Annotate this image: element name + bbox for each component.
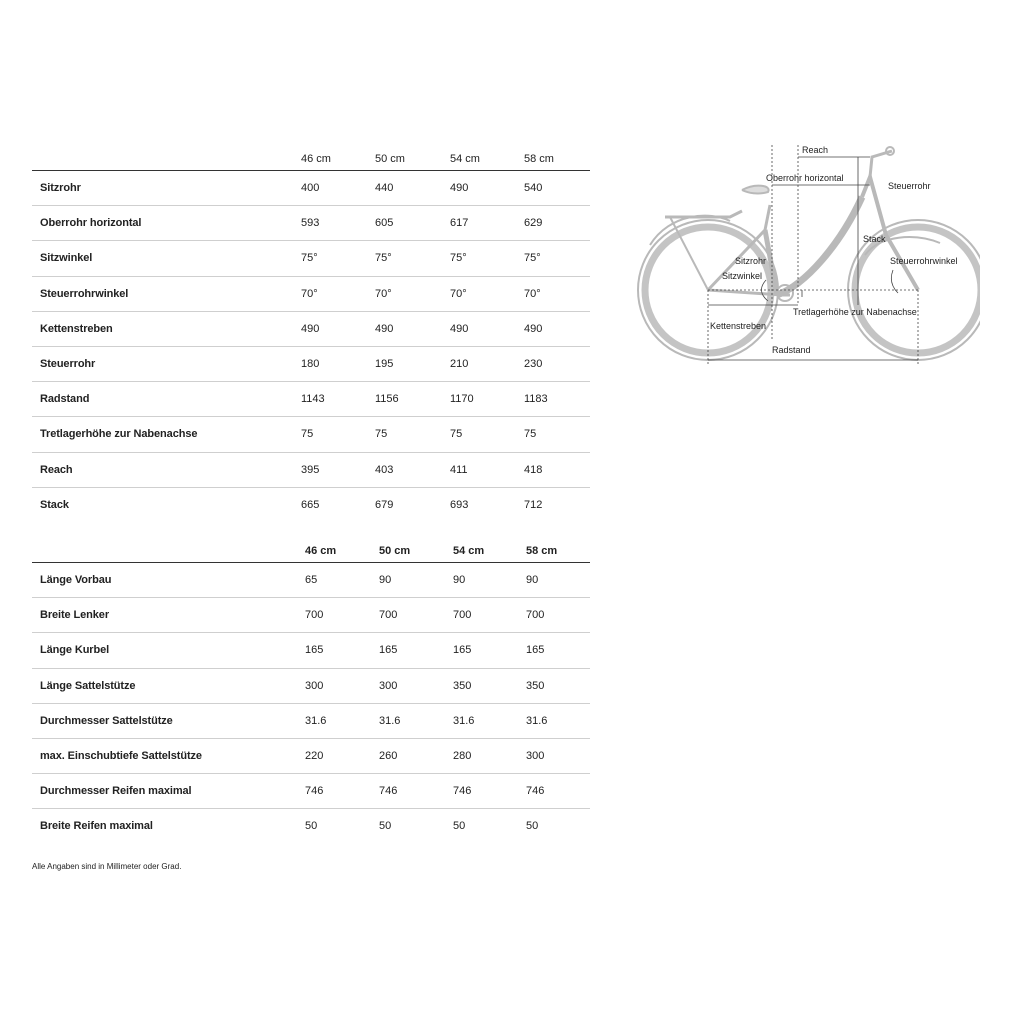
table-row — [32, 453, 590, 488]
cell-value: 411 — [450, 463, 468, 476]
cell-value: 629 — [524, 217, 543, 230]
cell-value: 65 — [305, 574, 318, 586]
cell-value: 540 — [524, 182, 543, 194]
bike-geometry-diagram — [630, 135, 980, 370]
cell-value: 70° — [301, 287, 318, 300]
stack-label: Stack — [863, 234, 886, 244]
cell-value: 75 — [450, 428, 463, 441]
cell-value: 1183 — [524, 393, 548, 406]
table-row — [32, 277, 590, 312]
chainstays-label: Kettenstreben — [710, 321, 767, 331]
cell-value: 605 — [375, 217, 394, 230]
cell-value: 31.6 — [453, 714, 475, 727]
cell-value: 400 — [301, 182, 320, 194]
row-label: Steuerrohr — [40, 357, 96, 370]
table-row — [32, 774, 590, 809]
row-label: Durchmesser Sattelstütze — [40, 714, 173, 727]
cell-value: 700 — [453, 609, 472, 622]
row-label: Sitzrohr — [40, 182, 81, 194]
size-header: 54 cm — [450, 153, 480, 165]
cell-value: 679 — [375, 498, 394, 511]
cell-value: 75 — [524, 428, 537, 441]
cell-value: 746 — [305, 785, 324, 798]
cell-value: 746 — [379, 785, 398, 798]
cell-value: 490 — [524, 322, 543, 335]
row-label: Reach — [40, 463, 73, 476]
cell-value: 180 — [301, 357, 320, 370]
size-header: 50 cm — [375, 153, 405, 165]
cell-value: 31.6 — [305, 714, 327, 727]
top-tube-label: Oberrohr horizontal — [766, 173, 844, 183]
cell-value: 75° — [375, 252, 392, 265]
cell-value: 418 — [524, 463, 543, 476]
row-label: Durchmesser Reifen maximal — [40, 785, 192, 798]
cell-value: 490 — [450, 182, 469, 194]
seat-angle-label: Sitzwinkel — [722, 271, 763, 281]
table-row — [32, 488, 590, 522]
cell-value: 165 — [305, 644, 324, 657]
size-header: 46 cm — [305, 545, 337, 557]
cell-value: 700 — [379, 609, 398, 622]
cell-value: 90 — [526, 574, 539, 586]
table-row — [32, 704, 590, 739]
cell-value: 300 — [526, 749, 545, 762]
cell-value: 75 — [301, 428, 314, 441]
cell-value: 165 — [379, 644, 398, 657]
row-label: Kettenstreben — [40, 322, 113, 335]
seatpost — [765, 205, 770, 230]
table-row — [32, 382, 590, 417]
cell-value: 693 — [450, 498, 469, 511]
table-row — [32, 206, 590, 241]
row-label: Sitzwinkel — [40, 252, 93, 265]
cell-value: 260 — [379, 749, 398, 762]
seat-tube-label: Sitzrohr — [735, 256, 767, 266]
cell-value: 617 — [450, 217, 469, 230]
cell-value: 70° — [375, 287, 392, 300]
head-angle-arc — [891, 270, 898, 293]
cell-value: 700 — [526, 609, 545, 622]
row-label: Oberrohr horizontal — [40, 217, 142, 230]
table-row — [32, 347, 590, 382]
geometry-table — [32, 150, 590, 522]
cell-value: 31.6 — [526, 714, 548, 727]
table-row — [32, 633, 590, 668]
row-label: Länge Kurbel — [40, 644, 110, 657]
row-label: max. Einschubtiefe Sattelstütze — [40, 749, 202, 762]
cell-value: 220 — [305, 749, 324, 762]
cell-value: 280 — [453, 749, 472, 762]
size-header: 50 cm — [379, 545, 411, 557]
head-tube-label: Steuerrohr — [888, 181, 931, 191]
components-table — [32, 542, 590, 844]
components-table-header — [32, 542, 590, 563]
cell-value: 1156 — [375, 393, 399, 406]
row-label: Länge Vorbau — [40, 574, 112, 586]
row-label: Breite Reifen maximal — [40, 820, 153, 833]
table-row — [32, 563, 590, 598]
table-row — [32, 241, 590, 276]
cell-value: 490 — [301, 322, 320, 335]
cell-value: 300 — [305, 679, 324, 692]
cell-value: 490 — [450, 322, 469, 335]
cell-value: 746 — [526, 785, 545, 798]
table-row — [32, 598, 590, 633]
cell-value: 31.6 — [379, 714, 401, 727]
cell-value: 700 — [305, 609, 324, 622]
cell-value: 210 — [450, 357, 469, 370]
cell-value: 350 — [453, 679, 472, 692]
row-label: Steuerrohrwinkel — [40, 287, 129, 300]
cell-value: 50 — [379, 820, 392, 833]
cell-value: 1143 — [301, 393, 325, 406]
cell-value: 1170 — [450, 393, 474, 406]
size-header: 54 cm — [453, 545, 485, 557]
size-header: 58 cm — [526, 545, 558, 557]
geometry-table-header — [32, 150, 590, 171]
cell-value: 712 — [524, 498, 543, 511]
table-row — [32, 809, 590, 843]
cell-value: 90 — [453, 574, 466, 586]
cell-value: 395 — [301, 463, 320, 476]
cell-value: 230 — [524, 357, 543, 370]
cell-value: 70° — [450, 287, 467, 300]
wheelbase-label: Radstand — [772, 345, 811, 355]
row-label: Stack — [40, 498, 69, 511]
row-label: Tretlagerhöhe zur Nabenachse — [40, 428, 198, 441]
cell-value: 50 — [305, 820, 318, 833]
row-label: Länge Sattelstütze — [40, 679, 136, 692]
table-row — [32, 669, 590, 704]
cell-value: 746 — [453, 785, 472, 798]
table-row — [32, 417, 590, 452]
cell-value: 50 — [453, 820, 466, 833]
cell-value: 195 — [375, 357, 394, 370]
cell-value: 490 — [375, 322, 394, 335]
bb-height-label: Tretlagerhöhe zur Nabenachse — [793, 307, 917, 317]
cell-value: 75° — [524, 252, 541, 265]
head-angle-label: Steuerrohrwinkel — [890, 256, 958, 266]
table-row — [32, 171, 590, 206]
size-header: 46 cm — [301, 153, 331, 165]
cell-value: 75° — [450, 252, 467, 265]
saddle — [742, 186, 769, 194]
cell-value: 70° — [524, 287, 541, 300]
cell-value: 75° — [301, 252, 318, 265]
cell-value: 90 — [379, 574, 392, 586]
cell-value: 440 — [375, 182, 394, 194]
footnote: Alle Angaben sind in Millimeter oder Grad. — [32, 862, 182, 871]
table-row — [32, 739, 590, 774]
row-label: Radstand — [40, 393, 90, 406]
reach-label: Reach — [802, 145, 829, 155]
cell-value: 665 — [301, 498, 320, 511]
size-header: 58 cm — [524, 153, 554, 165]
cell-value: 403 — [375, 463, 394, 476]
cell-value: 350 — [526, 679, 545, 692]
cell-value: 75 — [375, 428, 388, 441]
cell-value: 300 — [379, 679, 398, 692]
cell-value: 50 — [526, 820, 539, 833]
cell-value: 165 — [526, 644, 545, 657]
cell-value: 593 — [301, 217, 320, 230]
table-row — [32, 312, 590, 347]
row-label: Breite Lenker — [40, 609, 110, 622]
cell-value: 165 — [453, 644, 472, 657]
